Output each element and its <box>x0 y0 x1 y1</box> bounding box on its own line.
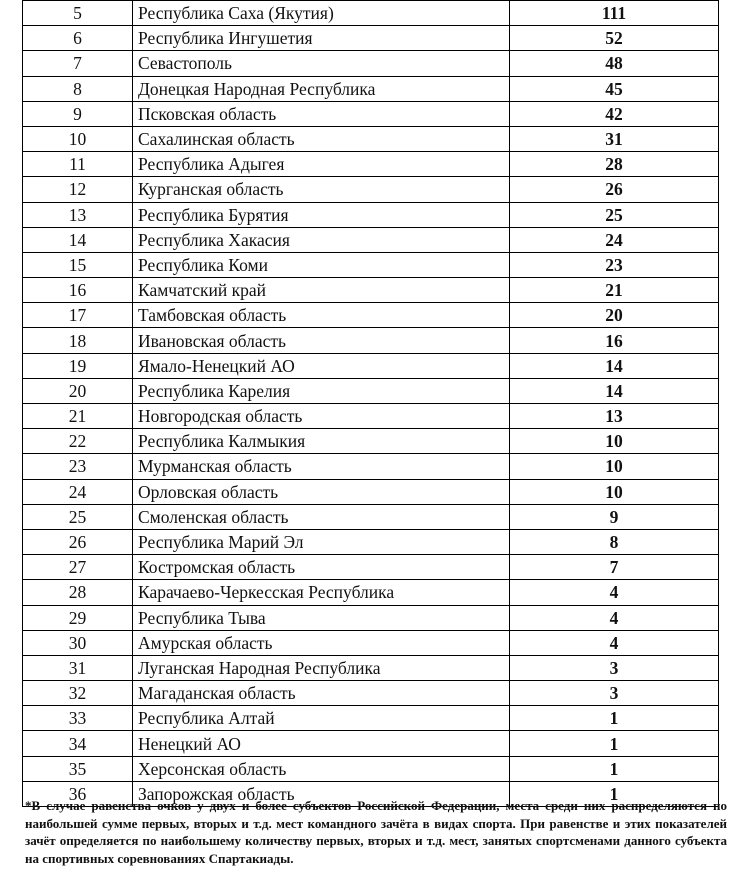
table-row <box>23 101 719 126</box>
points-cell: 1 <box>510 706 719 731</box>
place-cell: 15 <box>23 252 133 277</box>
ranking-table <box>22 0 719 807</box>
place-cell: 36 <box>23 781 133 806</box>
points-cell: 42 <box>510 101 719 126</box>
table-row <box>23 76 719 101</box>
points-cell: 1 <box>510 731 719 756</box>
region-cell: Запорожская область <box>133 781 510 806</box>
place-cell: 9 <box>23 101 133 126</box>
region-cell: Республика Адыгея <box>133 152 510 177</box>
place-cell: 17 <box>23 303 133 328</box>
table-row <box>23 202 719 227</box>
place-cell: 23 <box>23 454 133 479</box>
place-cell: 5 <box>23 1 133 26</box>
table-row <box>23 756 719 781</box>
table-row <box>23 126 719 151</box>
region-cell: Курганская область <box>133 177 510 202</box>
footnote: *В случае равенства очков у двух и более субъектов Российской Федерации, места среди них распределяются по наибольшей сумме первых, вторых и т.д. мест командного зачёта в видах спорта. При равенстве и этих показателей зачёт определяется по наибольшему количеству первых, вторых и т.д. мест, занятых спортсменами данного субъекта на спортивных соревнованиях Спартакиады. <box>25 798 727 866</box>
points-cell: 4 <box>510 630 719 655</box>
place-cell: 20 <box>23 378 133 403</box>
place-cell: 6 <box>23 26 133 51</box>
region-cell: Луганская Народная Республика <box>133 655 510 680</box>
place-cell: 33 <box>23 706 133 731</box>
table-row <box>23 26 719 51</box>
table-row <box>23 429 719 454</box>
place-cell: 7 <box>23 51 133 76</box>
place-cell: 18 <box>23 328 133 353</box>
place-cell: 34 <box>23 731 133 756</box>
table-row <box>23 378 719 403</box>
points-cell: 23 <box>510 252 719 277</box>
points-cell: 28 <box>510 152 719 177</box>
points-cell: 8 <box>510 529 719 554</box>
table-row <box>23 529 719 554</box>
table-row <box>23 252 719 277</box>
points-cell: 4 <box>510 605 719 630</box>
ranking-table-body <box>23 1 719 807</box>
region-cell: Псковская область <box>133 101 510 126</box>
region-cell: Ненецкий АО <box>133 731 510 756</box>
table-row <box>23 655 719 680</box>
place-cell: 35 <box>23 756 133 781</box>
points-cell: 13 <box>510 404 719 429</box>
table-row <box>23 605 719 630</box>
table-row <box>23 555 719 580</box>
table-row <box>23 580 719 605</box>
region-cell: Смоленская область <box>133 504 510 529</box>
table-row <box>23 328 719 353</box>
place-cell: 25 <box>23 504 133 529</box>
region-cell: Республика Тыва <box>133 605 510 630</box>
points-cell: 20 <box>510 303 719 328</box>
table-row <box>23 681 719 706</box>
place-cell: 28 <box>23 580 133 605</box>
table-row <box>23 177 719 202</box>
points-cell: 45 <box>510 76 719 101</box>
region-cell: Новгородская область <box>133 404 510 429</box>
region-cell: Амурская область <box>133 630 510 655</box>
points-cell: 26 <box>510 177 719 202</box>
region-cell: Костромская область <box>133 555 510 580</box>
place-cell: 21 <box>23 404 133 429</box>
region-cell: Республика Карелия <box>133 378 510 403</box>
place-cell: 27 <box>23 555 133 580</box>
place-cell: 22 <box>23 429 133 454</box>
points-cell: 9 <box>510 504 719 529</box>
points-cell: 111 <box>510 1 719 26</box>
place-cell: 30 <box>23 630 133 655</box>
points-cell: 10 <box>510 479 719 504</box>
table-row <box>23 1 719 26</box>
region-cell: Республика Алтай <box>133 706 510 731</box>
points-cell: 24 <box>510 227 719 252</box>
region-cell: Мурманская область <box>133 454 510 479</box>
points-cell: 10 <box>510 429 719 454</box>
place-cell: 10 <box>23 126 133 151</box>
region-cell: Республика Саха (Якутия) <box>133 1 510 26</box>
region-cell: Севастополь <box>133 51 510 76</box>
points-cell: 52 <box>510 26 719 51</box>
region-cell: Карачаево-Черкесская Республика <box>133 580 510 605</box>
region-cell: Республика Хакасия <box>133 227 510 252</box>
place-cell: 16 <box>23 278 133 303</box>
region-cell: Республика Калмыкия <box>133 429 510 454</box>
table-row <box>23 353 719 378</box>
region-cell: Орловская область <box>133 479 510 504</box>
points-cell: 1 <box>510 756 719 781</box>
points-cell: 3 <box>510 655 719 680</box>
points-cell: 4 <box>510 580 719 605</box>
points-cell: 21 <box>510 278 719 303</box>
table-row <box>23 227 719 252</box>
table-row <box>23 404 719 429</box>
points-cell: 31 <box>510 126 719 151</box>
place-cell: 11 <box>23 152 133 177</box>
region-cell: Республика Марий Эл <box>133 529 510 554</box>
place-cell: 19 <box>23 353 133 378</box>
region-cell: Республика Коми <box>133 252 510 277</box>
points-cell: 7 <box>510 555 719 580</box>
place-cell: 26 <box>23 529 133 554</box>
region-cell: Донецкая Народная Республика <box>133 76 510 101</box>
region-cell: Сахалинская область <box>133 126 510 151</box>
region-cell: Магаданская область <box>133 681 510 706</box>
region-cell: Херсонская область <box>133 756 510 781</box>
points-cell: 10 <box>510 454 719 479</box>
points-cell: 16 <box>510 328 719 353</box>
region-cell: Республика Бурятия <box>133 202 510 227</box>
table-row <box>23 504 719 529</box>
place-cell: 8 <box>23 76 133 101</box>
region-cell: Ивановская область <box>133 328 510 353</box>
place-cell: 32 <box>23 681 133 706</box>
points-cell: 48 <box>510 51 719 76</box>
table-row <box>23 303 719 328</box>
table-row <box>23 706 719 731</box>
points-cell: 3 <box>510 681 719 706</box>
points-cell: 14 <box>510 378 719 403</box>
place-cell: 14 <box>23 227 133 252</box>
table-row <box>23 630 719 655</box>
table-row <box>23 479 719 504</box>
region-cell: Республика Ингушетия <box>133 26 510 51</box>
place-cell: 13 <box>23 202 133 227</box>
points-cell: 14 <box>510 353 719 378</box>
region-cell: Камчатский край <box>133 278 510 303</box>
region-cell: Тамбовская область <box>133 303 510 328</box>
place-cell: 31 <box>23 655 133 680</box>
table-row <box>23 454 719 479</box>
place-cell: 12 <box>23 177 133 202</box>
place-cell: 24 <box>23 479 133 504</box>
table-row <box>23 51 719 76</box>
points-cell: 25 <box>510 202 719 227</box>
place-cell: 29 <box>23 605 133 630</box>
region-cell: Ямало-Ненецкий АО <box>133 353 510 378</box>
table-row <box>23 278 719 303</box>
table-row <box>23 152 719 177</box>
table-row <box>23 731 719 756</box>
points-cell: 1 <box>510 781 719 806</box>
